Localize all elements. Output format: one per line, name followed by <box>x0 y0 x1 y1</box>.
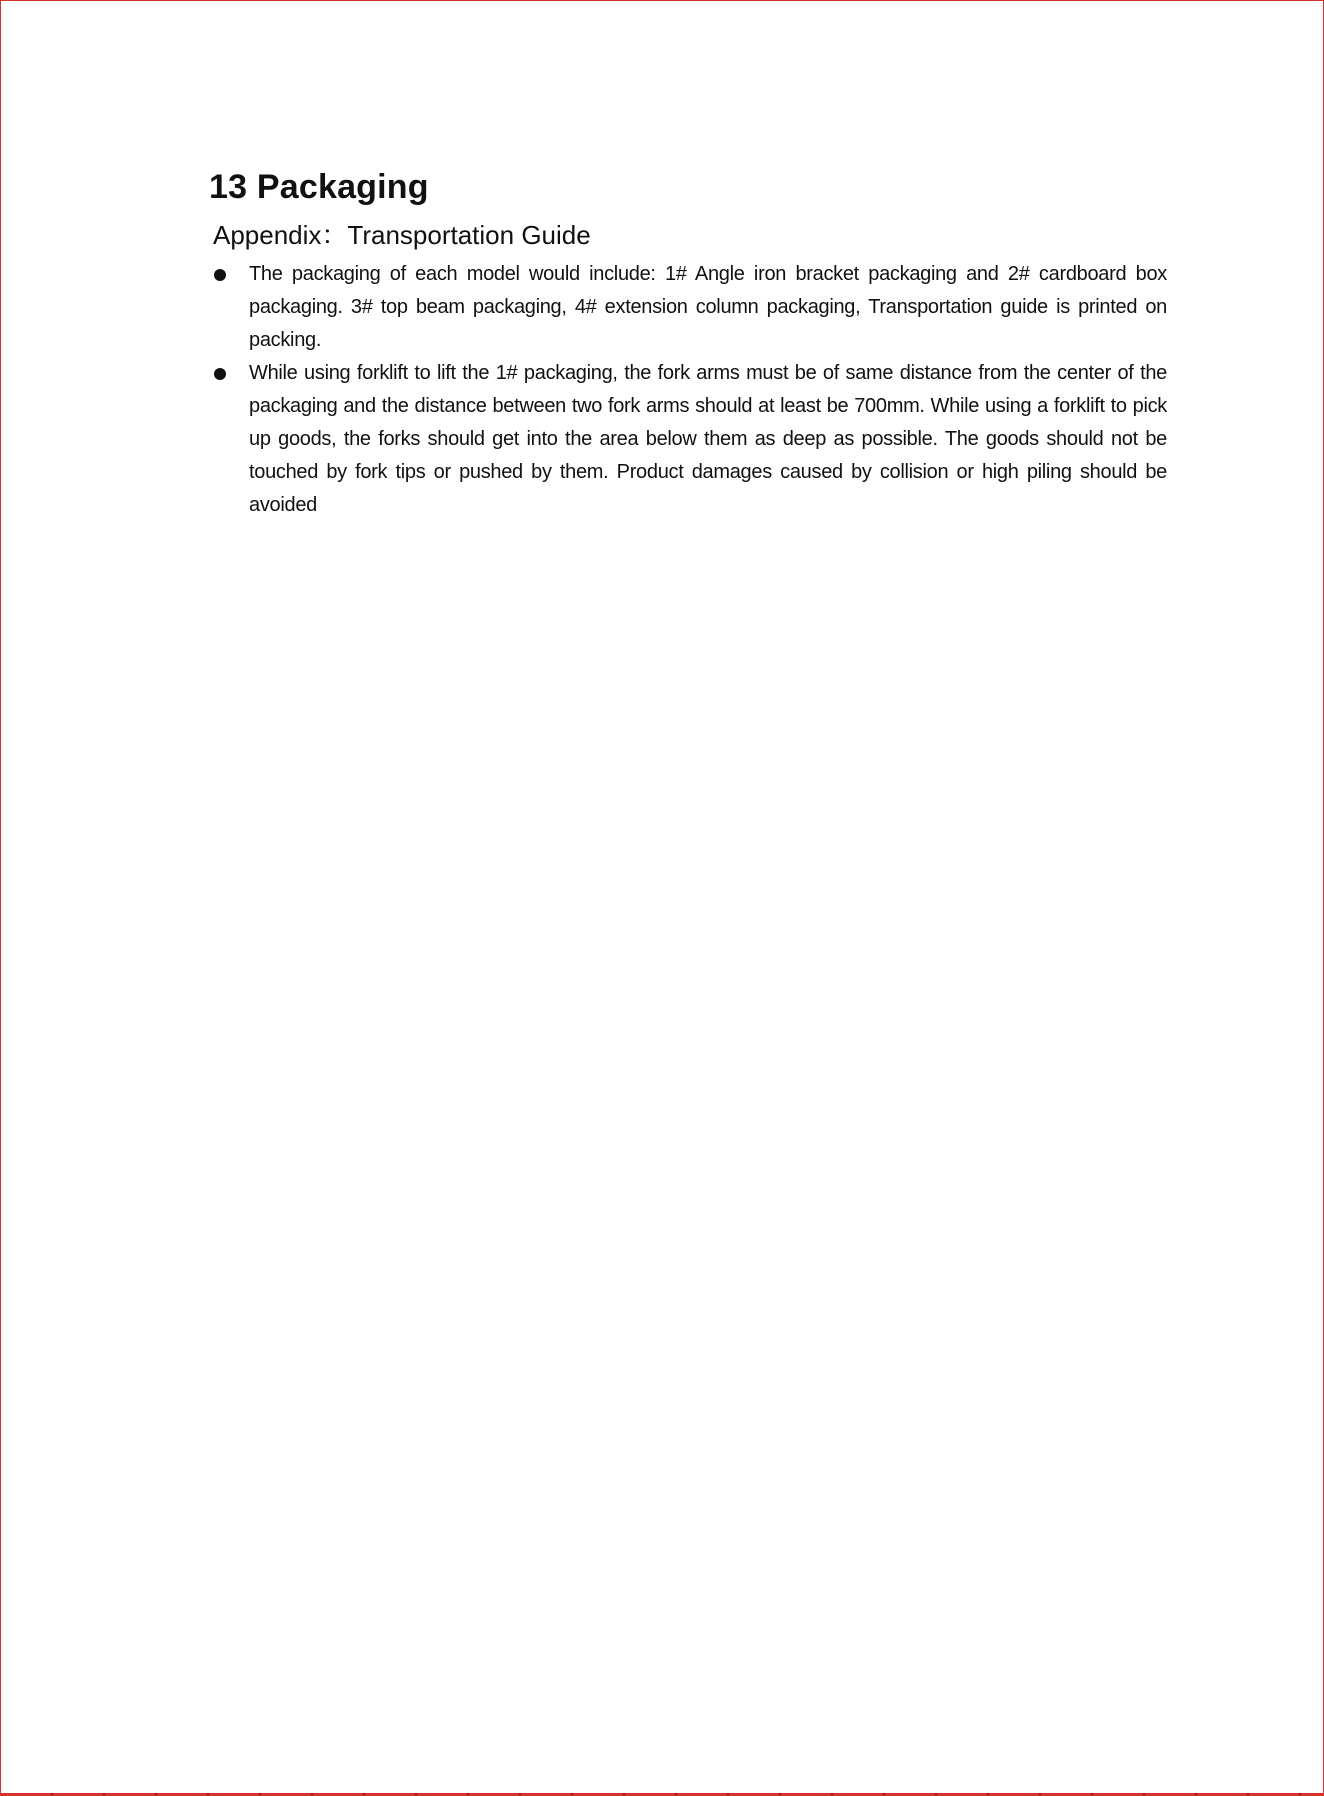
bullet-text: While using forklift to lift the 1# packaging, the fork arms must be of same distance from the center of the packaging and the distance between two fork arms should at least be 700mm. While using a forklift to pick up goods, the forks should get into the area below them as deep as possible. The goods should not be touched by fork tips or pushed by them. Product damages caused by collision or high piling should be avoided <box>249 362 1167 516</box>
bullet-list <box>209 258 1167 522</box>
section-heading: 13 Packaging <box>209 168 429 206</box>
bullet-item <box>209 357 1167 522</box>
appendix-subheading: Appendix：Transportation Guide <box>213 220 591 250</box>
bullet-item <box>209 258 1167 357</box>
bullet-text: The packaging of each model would include: 1# Angle iron bracket packaging and 2# cardboard box packaging. 3# top beam packaging, 4# extension column packaging, Transportation guide is printed on packing. <box>249 263 1167 351</box>
page-bottom-border <box>1 1793 1323 1795</box>
bullet-dot-icon <box>214 368 226 380</box>
page-content <box>209 161 1167 522</box>
bullet-dot-icon <box>214 269 226 281</box>
